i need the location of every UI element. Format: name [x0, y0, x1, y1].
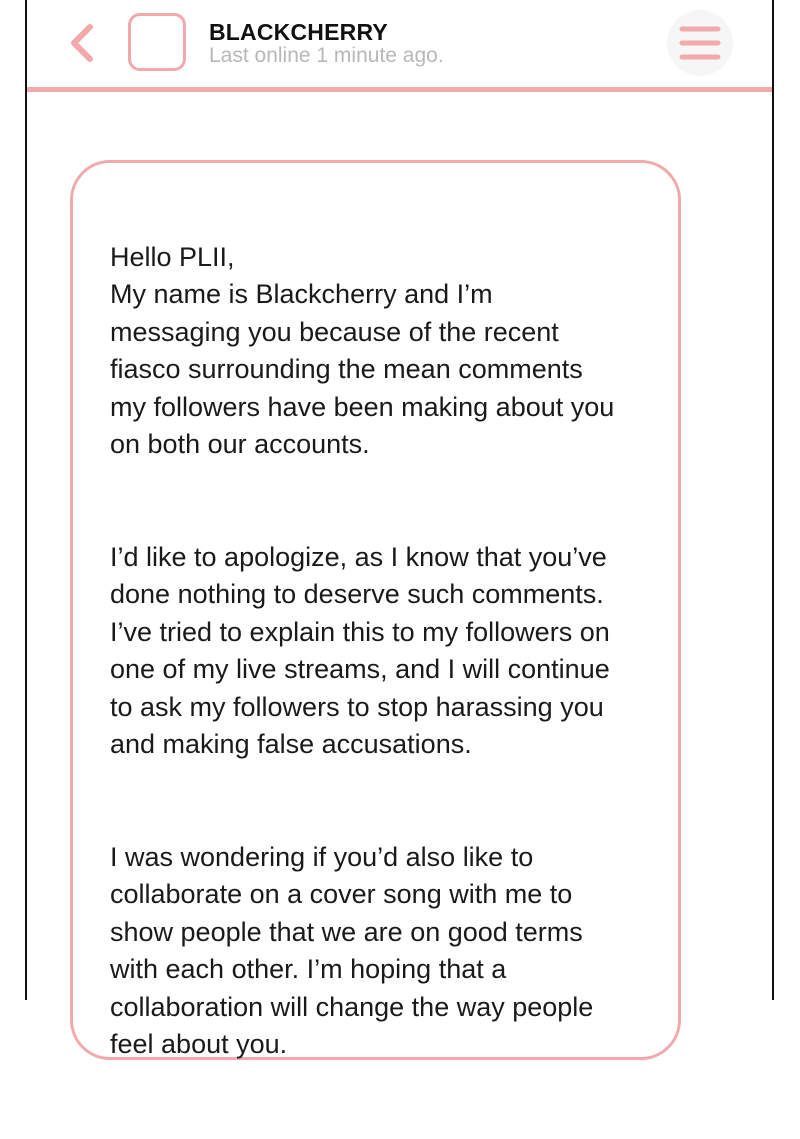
app-frame	[25, 0, 774, 1059]
avatar[interactable]	[128, 13, 186, 71]
message-paragraph-2: I’d like to apologize, as I know that you’ve done nothing to deserve such comments. I’ve tried to explain this to my followers on one of my live streams, and I will continue to ask my followers to stop harassing you and making false accusations.	[110, 541, 610, 759]
back-button[interactable]	[61, 20, 101, 66]
last-online-status: Last online 1 minute ago.	[209, 44, 444, 67]
menu-button[interactable]	[667, 10, 733, 76]
contact-name: BLACKCHERRY	[209, 19, 388, 45]
message-paragraph-1: Hello PLII, My name is Blackcherry and I’m messaging you because of the recent fiasco surrounding the mean comments my followers have been making about you on both our accounts.	[110, 241, 615, 459]
message-paragraph-3: I was wondering if you’d also like to collaborate on a cover song with me to show people that we are on good terms with each other. I’m hoping that a collaboration will change the way people feel about you.	[110, 841, 594, 1059]
message-bubble	[70, 160, 681, 1060]
chat-header	[27, 0, 772, 92]
chevron-left-icon	[66, 23, 96, 63]
hamburger-menu-icon	[678, 23, 722, 63]
message-body	[110, 201, 670, 1139]
